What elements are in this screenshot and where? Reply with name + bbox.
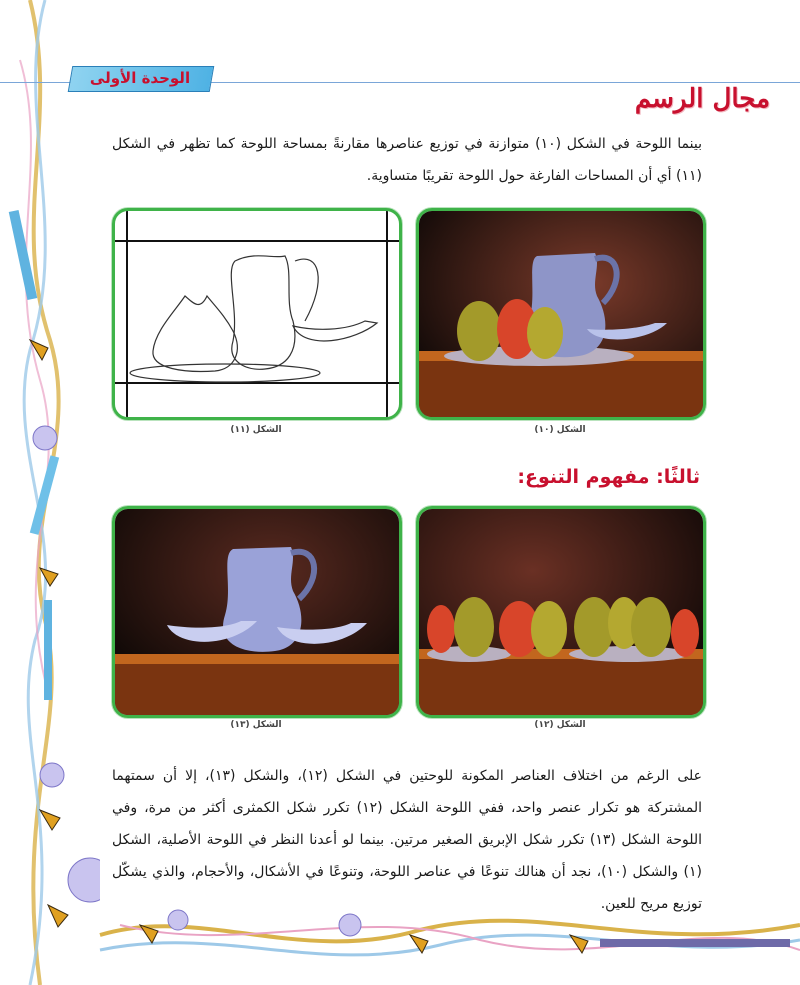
figure-13-caption: الشكل (١٣)	[230, 720, 282, 730]
figure-11-image	[112, 208, 402, 420]
figure-12-caption: الشكل (١٢)	[534, 720, 586, 730]
left-decorative-border	[0, 0, 100, 985]
jug-and-gravy-boats-icon	[115, 509, 399, 715]
figure-10-caption: الشكل (١٠)	[534, 425, 586, 435]
bottom-decorative-border	[0, 895, 800, 985]
line-drawing-icon	[115, 211, 399, 417]
unit-badge-label: الوحدة الأولى	[89, 69, 191, 87]
section-title: مجال الرسم	[634, 84, 770, 114]
paintbrush-icon	[600, 939, 790, 947]
figure-12-image	[416, 506, 706, 718]
paragraph-variety: على الرغم من اختلاف العناصر المكونة للوحتين في الشكل (١٢)، والشكل (١٣)، إلا أن سمتهما المشتركة هو تكرار عنصر واحد، ففي اللوحة الشكل (١٢) تكرر شكل الكمثرى أكثر من مرة، وفي اللوحة الشكل (١٣) تكرر شكل الإبريق الصغير مرتين. بينما لو أعدنا النظر في اللوحة الأصلية، الشكل (١) والشكل (١٠)، نجد أن هنالك تنوعًا في عناصر اللوحة، وتنوعًا في الأشكال، والأحجام، والذي يشكّل توزيع مريح للعين.	[112, 768, 702, 912]
unit-badge	[70, 60, 218, 96]
still-life-pears-jug-icon	[419, 211, 703, 417]
row-of-pears-icon	[419, 509, 703, 715]
figure-10-image	[416, 208, 706, 420]
figure-13-image	[112, 506, 402, 718]
figure-11-caption: الشكل (١١)	[230, 425, 282, 435]
paragraph-balance: بينما اللوحة في الشكل (١٠) متوازنة في توزيع عناصرها مقارنةً بمساحة اللوحة كما تظهر في الشكل (١١) أي أن المساحات الفارغة حول اللوحة تقريبًا متساوية.	[112, 136, 702, 184]
concept-title-variety: ثالثًا: مفهوم التنوع:	[517, 466, 700, 488]
